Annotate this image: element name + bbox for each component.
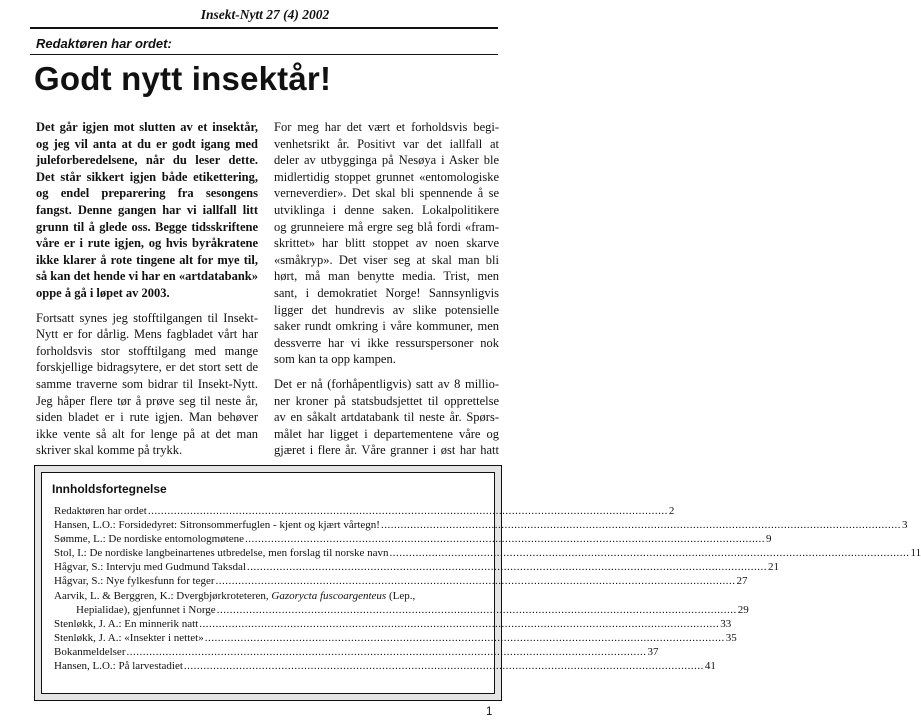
text-line: samme traverne som bidrar til Insekt-Nytt. <box>36 376 258 391</box>
text-line: oppe å gå i løpet av 2003. <box>36 285 170 300</box>
toc-entry <box>54 532 772 546</box>
toc-entry-title: Sømme, L.: De nordiske entomologmøtene <box>54 533 245 546</box>
toc-entry-page: 2 <box>668 505 675 517</box>
left-column <box>36 119 258 467</box>
toc-entry <box>54 645 659 659</box>
toc-entry-page: 11 <box>910 547 921 560</box>
toc-leader-dots <box>184 659 704 673</box>
body-paragraph <box>274 119 499 368</box>
text-line: For meg har det vært et forholdsvis begi- <box>274 120 499 134</box>
section-kicker: Redaktøren har ordet: <box>36 36 172 51</box>
toc-entry-title: Hågvar, S.: Intervju med Gudmund Taksdal <box>54 561 246 574</box>
toc-leader-dots <box>148 504 668 518</box>
toc-entry-title: Stol, I.: De nordiske langbeinartenes utbredelse, men forslag til norske navn <box>54 547 389 560</box>
toc-leader-dots <box>245 532 765 546</box>
toc-entry <box>54 631 737 645</box>
toc-entry-page: 21 <box>767 561 779 574</box>
toc-leader-dots <box>381 518 901 532</box>
page-number: 1 <box>486 706 493 718</box>
toc-entry-page: 35 <box>725 631 737 644</box>
body-paragraph <box>36 310 258 459</box>
text-line: av en såkalt artdatabank til neste år. Spørs- <box>274 410 499 425</box>
text-line: Jeg håper flere tør å prøve seg til neste år, <box>36 393 258 408</box>
text-line: forskjellige bidragsytere, er det stort sett de <box>36 360 258 375</box>
toc-entry <box>54 504 675 518</box>
text-line: midlertidig stoppet grunnet «entomologiske <box>274 169 499 184</box>
toc-entry-page: 9 <box>766 533 772 546</box>
kicker-rule <box>30 54 498 55</box>
text-line: dessverre har vi ikke ressurspersoner nok <box>274 335 499 350</box>
toc-entry <box>54 617 732 631</box>
text-line: skriver skal komme på trykk. <box>36 443 183 458</box>
lead-paragraph <box>36 119 258 302</box>
header-rule <box>30 27 498 29</box>
toc-entry-title: Hepialidae), gjenfunnet i Norge <box>76 603 216 616</box>
text-line: målet har ligget i departementene våre og <box>274 426 499 441</box>
text-line: forholdsvis stor stofftilgang med mange <box>36 343 258 358</box>
text-line: saker rundt omkring i våre kommuner, men <box>274 319 499 334</box>
text-line: grunn til å glede oss. Begge tidsskriftene <box>36 219 258 234</box>
text-line: våre er i rute igjen, og hvis byråkratene <box>36 236 258 251</box>
text-line: ner kroner på statsbudsjettet til opprettelse <box>274 393 499 408</box>
text-line: så kan det hende vi har en «artdatabank» <box>36 269 258 284</box>
toc-entry-title-part: (Lep., <box>386 589 416 602</box>
text-line: deler av utbygginga på Nesøya i Asker ble <box>274 153 499 168</box>
toc-title: Innholdsfortegnelse <box>52 482 167 496</box>
toc-entry-species-name: Gazorycta fuscoargenteus <box>271 589 387 602</box>
text-line: gjæret i flere år. Våre granner i øst har hatt <box>274 443 499 458</box>
toc-entry-title: Redaktøren har ordet <box>54 505 147 517</box>
table-of-contents-box <box>34 465 921 701</box>
text-line: utviklinga i denne saken. Lokalpolitikere <box>274 202 499 217</box>
toc-entry-title-part: Aarvik, L. & Berggren, K.: Dvergbjørkroteteren, <box>54 589 272 602</box>
toc-list <box>54 504 921 673</box>
toc-entry <box>54 589 482 603</box>
text-line: og endel preparering fra sesongens <box>36 186 258 201</box>
text-line: skrittet» har blitt stoppet av noen skarve <box>274 236 499 251</box>
toc-entry-title: Hansen, L.O.: Forsidedyret: Sitronsommerfuglen - kjent og kjært vårtegn! <box>54 519 380 532</box>
text-line: sant, i demokratiet Norge! Sannsynligvis <box>274 285 499 300</box>
text-line: hørt, må man benytte media. Trist, men <box>274 269 499 284</box>
text-line: fangst. Denne gangen har vi iallfall litt <box>36 202 258 217</box>
toc-entry-continuation <box>54 603 749 617</box>
toc-entry <box>54 560 779 574</box>
toc-entry-page: 27 <box>736 575 748 588</box>
text-line: juleforberedelsene, når du leser dette. <box>36 153 258 168</box>
toc-entry-title: Stenløkk, J. A.: En minnerik natt <box>54 617 199 630</box>
right-column <box>274 119 499 467</box>
toc-leader-dots <box>217 603 737 617</box>
toc-entry <box>54 659 716 673</box>
toc-entry <box>54 518 908 532</box>
toc-entry-page: 41 <box>704 660 716 673</box>
toc-entry-page: 3 <box>901 519 908 532</box>
text-line: ligger det hundrevis av slike potensielle <box>274 302 499 317</box>
toc-leader-dots <box>199 617 719 631</box>
text-line: venhetsrikt år. Positivt var det iallfall at <box>274 136 499 151</box>
toc-entry-title: Hansen, L.O.: På larvestadiet <box>54 660 183 673</box>
toc-leader-dots <box>126 645 646 659</box>
text-line: Det går igjen mot slutten av et insektår, <box>36 120 258 134</box>
toc-entry-title: Bokanmeldelser <box>54 645 126 658</box>
toc-leader-dots <box>247 560 767 574</box>
text-line: siden bladet er i rute igjen. Man behøver <box>36 410 258 425</box>
article-headline: Godt nytt insektår! <box>34 60 332 97</box>
toc-leader-dots <box>205 631 725 645</box>
text-line: som kan ta opp kampen. <box>274 352 396 367</box>
text-line: Det er nå (forhåpentligvis) satt av 8 millio- <box>274 376 499 391</box>
table-of-contents-panel <box>41 472 921 694</box>
toc-entry-page: 37 <box>647 645 659 658</box>
text-line: og grunneiere må ergre seg blå fordi «fram- <box>274 219 499 234</box>
toc-leader-dots <box>216 574 736 588</box>
toc-entry <box>54 546 921 560</box>
text-line: «småkryp». Det viser seg at skal man bli <box>274 252 499 267</box>
text-line: ikke vente så alt for lenge på at det man <box>36 426 258 441</box>
running-head: Insekt-Nytt 27 (4) 2002 <box>200 7 330 22</box>
toc-entry-page: 33 <box>720 617 732 630</box>
toc-entry-title: Hågvar, S.: Nye fylkesfunn for teger <box>54 575 215 588</box>
body-paragraph <box>274 376 499 459</box>
text-line: Det står sikkert igjen både etikettering, <box>36 169 258 184</box>
toc-entry <box>54 574 748 588</box>
text-line: Nytt er for dårlig. Mens fagbladet vårt har <box>36 327 258 342</box>
toc-entry-title <box>54 589 415 603</box>
toc-entry-title: Stenløkk, J. A.: «Insekter i nettet» <box>54 631 204 644</box>
text-line: Fortsatt synes jeg stofftilgangen til Insekt- <box>36 310 258 325</box>
text-line: ikke klarer å rote tingene alt for mye til, <box>36 252 258 267</box>
text-line: verneverdier». Det skal bli spennende å se <box>274 186 499 201</box>
toc-leader-dots <box>390 546 910 560</box>
text-line: og jeg vil anta at du er godt igang med <box>36 136 258 151</box>
toc-entry-page: 29 <box>737 603 749 616</box>
